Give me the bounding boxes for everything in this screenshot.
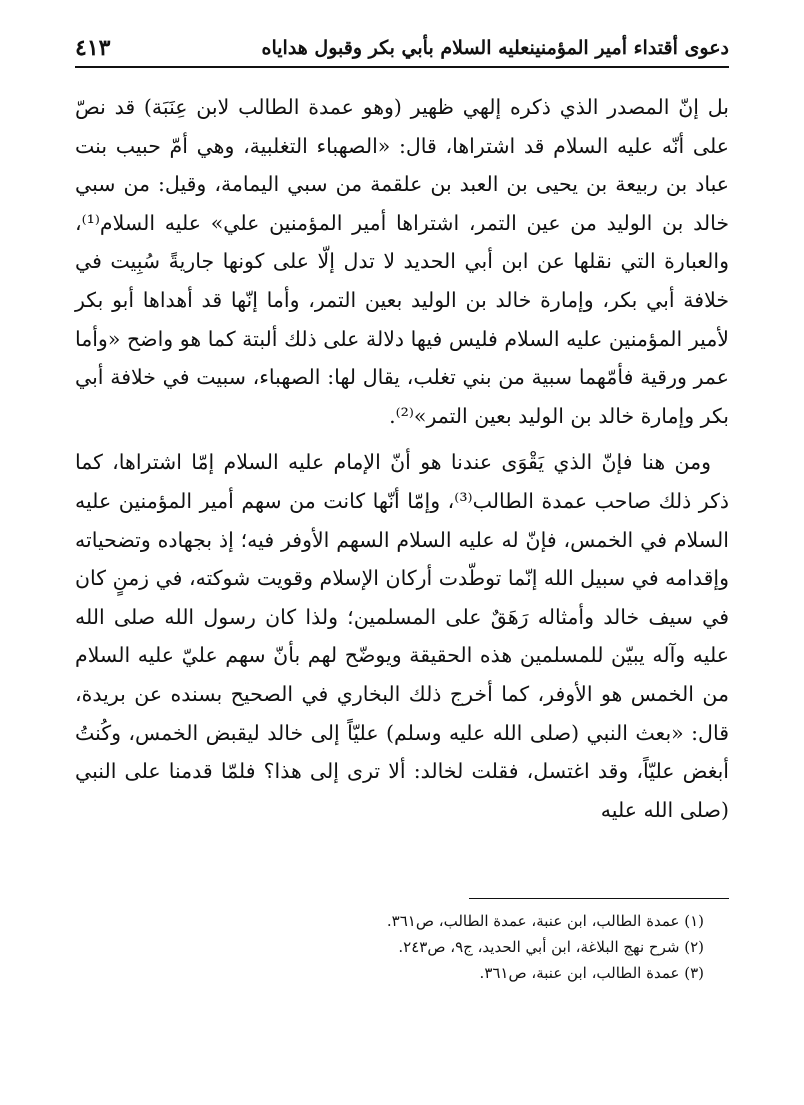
- footnote-3: (٣) عمدة الطالب، ابن عنبة، ص٣٦١.: [479, 964, 704, 982]
- footnote-1: (١) عمدة الطالب، ابن عنبة، عمدة الطالب، ص٣٦١.: [386, 912, 704, 930]
- paragraph-2: ومن هنا فإنّ الذي يَقْوَى عندنا هو أنّ الإمام عليه السلام إمّا اشتراها، كما ذكر ذلك صاحب عمدة الطالب⁽³⁾، وإمّا أنّها كانت من سهم أمير المؤمنين عليه السلام في الخمس، فإنّ له عليه السلام السهم الأوفر فيه؛ إذ بجهاده وتضحياته وإقدامه في سبيل الله إنّما توطّدت أركان الإسلام وقويت شوكته، في زمنٍ كان في سيف خالد وأمثاله رَهَقٌ على المسلمين؛ ولذا كان رسول الله صلى الله عليه وآله يبيّن للمسلمين هذه الحقيقة ويوضّح لهم بأنّ سهم عليّ عليه السلام من الخمس هو الأوفر، كما أخرج ذلك البخاري في الصحيح بسنده عن بريدة، قال: «بعث النبي (صلى الله عليه وسلم) عليّاً إلى خالد ليقبض الخمس، وكُنتُ أبغض عليّاً، وقد اغتسل، فقلت لخالد: ألا ترى إلى هذا؟ فلمّا قدمنا على النبي (صلى الله عليه: [75, 450, 730, 822]
- chapter-title: دعوى أقتداء أمير المؤمنينعليه السلام بأبي بكر وقبول هداياه: [261, 37, 729, 59]
- footnote-2: (٢) شرح نهج البلاغة، ابن أبي الحديد، ج٩، ص٢٤٣.: [398, 938, 704, 956]
- footnotes: [75, 908, 704, 986]
- footnote-separator: [469, 898, 729, 899]
- page-number: ٤١٣: [75, 35, 111, 61]
- paragraph-1: بل إنّ المصدر الذي ذكره إلهي ظهير (وهو عمدة الطالب لابن عِنَبَة) قد نصّ على أنّه عليه السلام قد اشتراها، قال: «الصهباء التغلبية، وهي أمّ حبيب بنت عباد بن ربيعة بن يحيى بن العبد بن علقمة من سبي اليمامة، وقيل: من سبي خالد بن الوليد من عين التمر، اشتراها أمير المؤمنين علي» عليه السلام⁽¹⁾، والعبارة التي نقلها عن ابن أبي الحديد لا تدل إلّا على كونها جاريةً سُبِيت في خلافة أبي بكر، وإمارة خالد بن الوليد بعين التمر، وأما إنّها قد أهداها أبو بكر لأمير المؤمنين عليه السلام فليس فيها دلالة على ذلك ألبتة كما هو واضح «وأما عمر ورقية فأمّهما سبية من بني تغلب، يقال لها: الصهباء، سبيت في خلافة أبي بكر وإمارة خالد بن الوليد بعين التمر»⁽²⁾.: [75, 95, 729, 428]
- running-header: [75, 30, 729, 68]
- main-text: [75, 88, 729, 829]
